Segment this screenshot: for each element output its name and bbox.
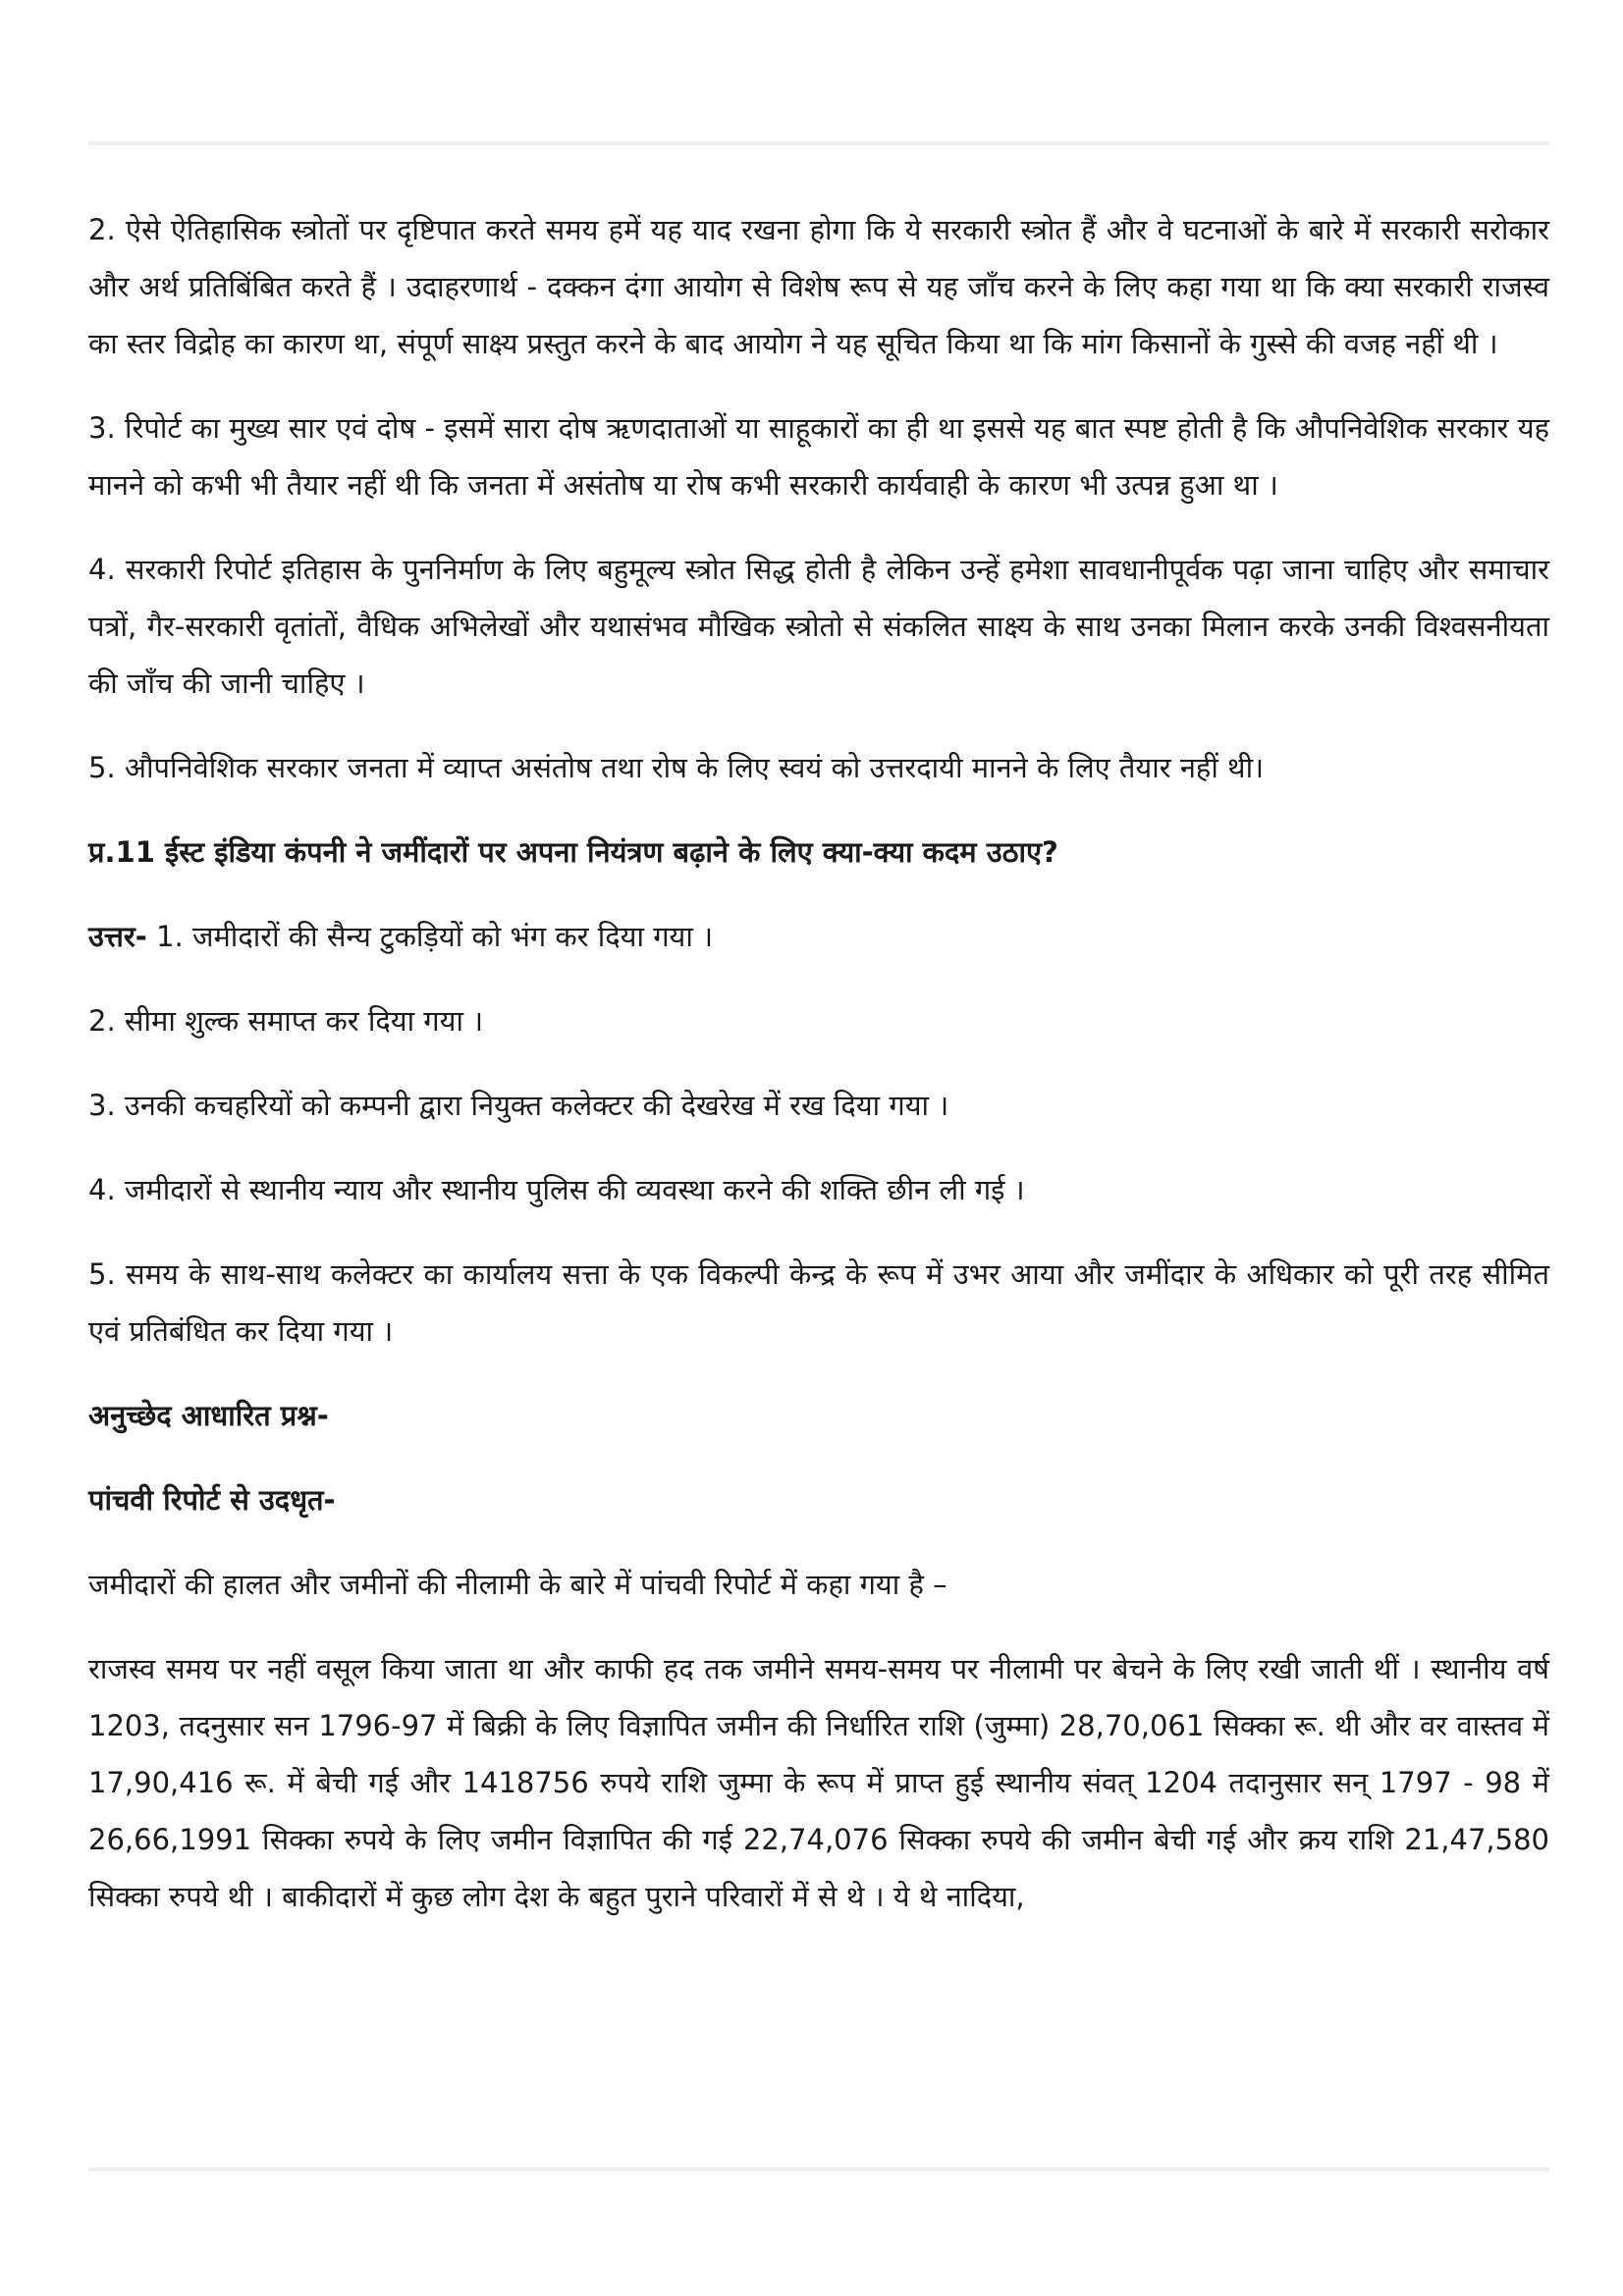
section-subheading: पांचवी रिपोर्ट से उदधृत- <box>88 1483 336 1517</box>
answer-4: 4. जमीदारों से स्थानीय न्याय और स्थानीय पुलिस की व्यवस्था करने की शक्ति छीन ली गई । <box>88 1173 1025 1206</box>
answer-3: 3. उनकी कचहरियों को कम्पनी द्वारा नियुक्त कलेक्टर की देखरेख में रख दिया गया । <box>88 1089 949 1122</box>
page-content <box>88 201 1549 1925</box>
section-heading: अनुच्छेद आधारित प्रश्न- <box>88 1399 329 1432</box>
answer-5: 5. समय के साथ-साथ कलेक्टर का कार्यालय सत्ता के एक विकल्पी केन्द्र के रूप में उभर आया और जमींदार के अधिकार को पूरी तरह सीमित एवं प्रतिबंधित कर दिया गया । <box>88 1257 1549 1348</box>
answer-2: 2. सीमा शुल्क समाप्त कर दिया गया । <box>88 1004 484 1038</box>
answer-1 <box>88 908 1549 965</box>
top-divider <box>88 141 1549 145</box>
passage-body: राजस्व समय पर नहीं वसूल किया जाता था और काफी हद तक जमीने समय-समय पर नीलामी पर बेचने के लिए रखी जाती थीं । स्थानीय वर्ष 1203, तदनुसार सन 1796-97 में बिक्री के लिए विज्ञापित जमीन की निर्धारित राशि (जुम्मा) 28,70,061 सिक्का रू. थी और वर वास्तव में 17,90,416 रू. में बेची गई और 1418756 रुपये राशि जुम्मा के रूप में प्राप्त हुई स्थानीय संवत् 1204 तदानुसार सन् 1797 - 98 में 26,66,1991 सिक्का रुपये के लिए जमीन विज्ञापित की गई 22,74,076 सिक्का रुपये की जमीन बेची गई और क्रय राशि 21,47,580 सिक्का रुपये थी । बाकीदारों में कुछ लोग देश के बहुत पुराने परिवारों में से थे । ये थे नादिया, <box>88 1652 1549 1913</box>
bottom-divider <box>88 2167 1549 2171</box>
paragraph-4: 4. सरकारी रिपोर्ट इतिहास के पुननिर्माण के लिए बहुमूल्य स्त्रोत सिद्ध होती है लेकिन उन्हें हमेशा सावधानीपूर्वक पढ़ा जाना चाहिए और समाचार पत्रों, गैर-सरकारी वृतांतों, वैधिक अभिलेखों और यथासंभव मौखिक स्त्रोतो से संकलित साक्ष्य के साथ उनका मिलान करके उनकी विश्वसनीयता की जाँच की जानी चाहिए । <box>88 553 1549 700</box>
answer-1-text: 1. जमीदारों की सैन्य टुकड़ियों को भंग कर दिया गया । <box>146 920 714 953</box>
paragraph-2: 2. ऐसे ऐतिहासिक स्त्रोतों पर दृष्टिपात करते समय हमें यह याद रखना होगा कि ये सरकारी स्त्रोत हैं और वे घटनाओं के बारे में सरकारी सरोकार और अर्थ प्रतिबिंबित करते हैं । उदाहरणार्थ - दक्कन दंगा आयोग से विशेष रूप से यह जाँच करने के लिए कहा गया था कि क्या सरकारी राजस्व का स्तर विद्रोह का कारण था, संपूर्ण साक्ष्य प्रस्तुत करने के बाद आयोग ने यह सूचित किया था कि मांग किसानों के गुस्से की वजह नहीं थी । <box>88 213 1549 360</box>
answer-label: उत्तर- <box>88 920 147 953</box>
passage-intro: जमीदारों की हालत और जमीनों की नीलामी के बारे में पांचवी रिपोर्ट में कहा गया है – <box>88 1568 947 1601</box>
paragraph-5: 5. औपनिवेशिक सरकार जनता में व्याप्त असंतोष तथा रोष के लिए स्वयं को उत्तरदायी मानने के लिए तैयार नहीं थी। <box>88 751 1265 784</box>
paragraph-3: 3. रिपोर्ट का मुख्य सार एवं दोष - इसमें सारा दोष ऋणदाताओं या साहूकारों का ही था इससे यह बात स्पष्ट होती है कि औपनिवेशिक सरकार यह मानने को कभी भी तैयार नहीं थी कि जनता में असंतोष या रोष कभी सरकारी कार्यवाही के कारण भी उत्पन्न हुआ था । <box>88 411 1549 502</box>
question-11: प्र.11 ईस्ट इंडिया कंपनी ने जमींदारों पर अपना नियंत्रण बढ़ाने के लिए क्या-क्या कदम उठाए? <box>88 835 1058 869</box>
